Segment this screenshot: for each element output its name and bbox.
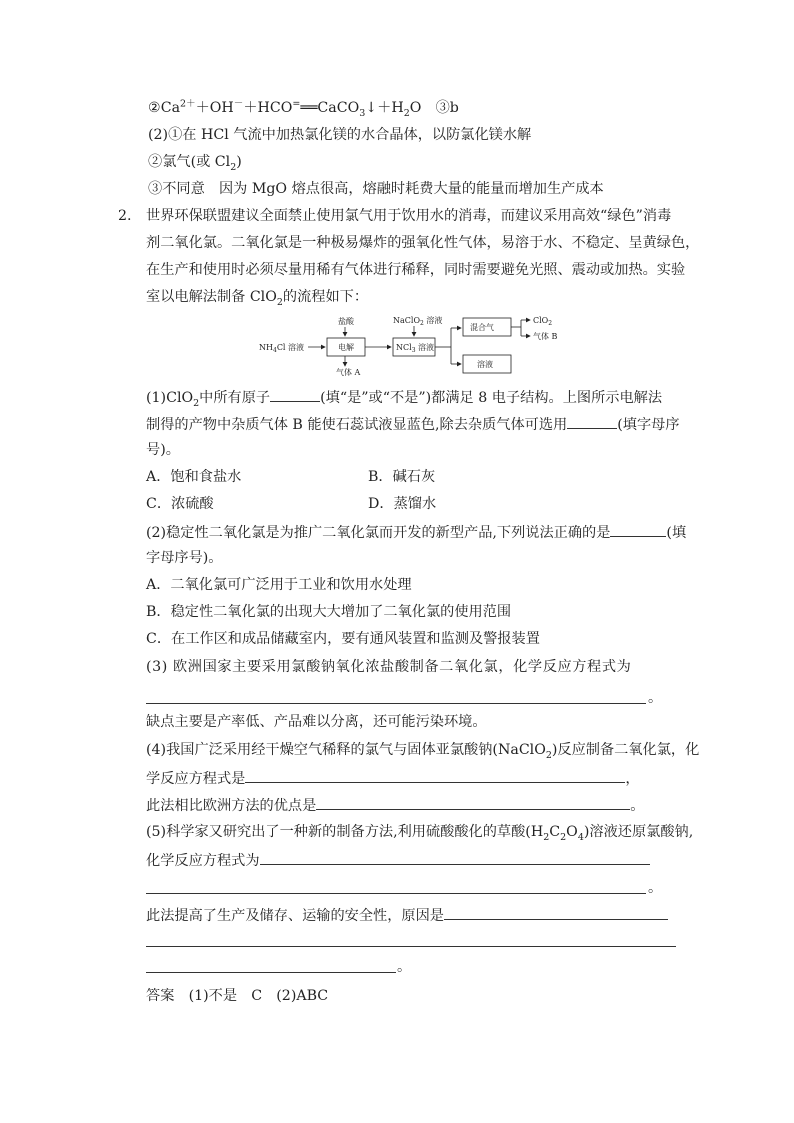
prev-answer-line-4: ③不同意 因为 MgO 熔点很高，熔融时耗费大量的能量而增加生产成本 xyxy=(148,181,604,197)
question-text-line-4: 室以电解法制备 ClO$_2$的流程如下： xyxy=(146,289,369,308)
electrolysis-flow-diagram xyxy=(255,314,600,378)
part3-end-mark: 。 xyxy=(648,690,663,706)
part1-option-b: B．碱石灰 xyxy=(368,469,436,485)
part2-line-1: (2)稳定性二氧化氯是为推广二氧化氯而开发的新型产品,下列说法正确的是 (填 xyxy=(146,521,686,543)
electrolysis-label: 电解 xyxy=(338,343,354,352)
part5-reason-line-3[interactable] xyxy=(146,972,396,973)
solution-label: 溶液 xyxy=(477,360,493,369)
naclo2-label: NaClO$_2$ 溶液 xyxy=(393,316,443,327)
part2-option-a: A．二氧化氯可广泛用于工业和饮用水处理 xyxy=(146,577,412,593)
part5-equation-line-2[interactable] xyxy=(146,893,646,894)
question-text-line-3: 在生产和使用时必须尽量用稀有气体进行稀释，同时需要避免光照、震动或加热。实验 xyxy=(146,262,686,278)
part2-line-2: 字母序号)。 xyxy=(146,550,223,566)
part4-line-3: 此法相比欧洲方法的优点是 。 xyxy=(146,794,644,816)
ncl3-label: NCl$_3$ 溶液 xyxy=(396,343,435,354)
part2-option-b: B．稳定性二氧化氯的出现大大增加了二氧化氯的使用范围 xyxy=(146,604,512,620)
part4-advantage-blank[interactable] xyxy=(316,794,630,810)
part2-blank[interactable] xyxy=(610,521,666,537)
clo2-label: ClO$_2$ xyxy=(533,316,553,327)
part1-line-2: 制得的产物中杂质气体 B 能使石蕊试液显蓝色,除去杂质气体可选用 (填字母序 xyxy=(146,413,680,435)
part4-equation-blank[interactable] xyxy=(245,767,625,783)
prev-answer-line-3: ②氯气(或 $Cl_2$) xyxy=(148,154,242,173)
part5-line-2: 化学反应方程式为 xyxy=(146,849,650,871)
answer-line: 答案 (1)不是 C (2)ABC xyxy=(146,988,329,1004)
hcl-label: 盐酸 xyxy=(338,317,354,326)
part1-line-1: (1)ClO$_2$中所有原子 (填“是”或“不是”)都满足 8 电子结构。上图所示电解法 xyxy=(146,386,662,408)
part1-blank-1[interactable] xyxy=(270,386,320,402)
part3-line-1: (3) 欧洲国家主要采用氯酸钠氧化浓盐酸制备二氧化氯，化学反应方程式为 xyxy=(146,659,632,675)
part1-line-3: 号)。 xyxy=(146,442,180,458)
nh4cl-label: $NH_4Cl$ 溶液 xyxy=(259,343,305,354)
part1-option-c: C．浓硫酸 xyxy=(146,496,214,512)
part4-line-1: (4)我国广泛采用经干燥空气稀释的氯气与固体亚氯酸钠(NaClO$_2$)反应制备二氧化氯，化 xyxy=(146,742,700,761)
question-text-line-2: 剂二氧化氯。二氧化氯是一种极易爆炸的强氧化性气体，易溶于水、不稳定、呈黄绿色， xyxy=(146,235,700,251)
prev-answer-line-2: (2)①在 HCl 气流中加热氯化镁的水合晶体，以防氯化镁水解 xyxy=(148,127,532,143)
mixed-gas-label: 混合气 xyxy=(470,323,494,332)
part3-answer-line[interactable] xyxy=(146,703,646,704)
gas-a-label: 气体 A xyxy=(336,368,361,377)
gas-b-label: 气体 B xyxy=(533,332,558,341)
part5-equation-end: 。 xyxy=(648,880,663,896)
part1-option-d: D．蒸馏水 xyxy=(368,496,437,512)
part5-reason-end: 。 xyxy=(397,959,412,975)
prev-answer-line-1: $②Ca^{2+}+OH^-+HCO^=══CaCO_3↓+H_2O$ ③b xyxy=(148,98,459,119)
part2-option-c: C．在工作区和成品储藏室内，要有通风装置和监测及警报装置 xyxy=(146,631,540,647)
question-number: 2. xyxy=(118,208,132,224)
part1-option-a: A．饱和食盐水 xyxy=(146,469,242,485)
part3-line-3: 缺点主要是产率低、产品难以分离，还可能污染环境。 xyxy=(146,714,487,730)
part4-line-2: 学反应方程式是 ， xyxy=(146,767,640,789)
part1-blank-2[interactable] xyxy=(567,413,617,429)
part5-reason-line-2[interactable] xyxy=(146,946,676,947)
question-text-line-1: 世界环保联盟建议全面禁止使用氯气用于饮用水的消毒，而建议采用高效“绿色”消毒 xyxy=(146,208,672,224)
part5-reason-blank[interactable] xyxy=(444,904,668,920)
part5-equation-blank[interactable] xyxy=(260,849,650,865)
part5-line-1: (5)科学家又研究出了一种新的制备方法,利用硫酸酸化的草酸$(H_2C_2O_4)$溶液还原氯酸钠, xyxy=(146,824,694,843)
part5-line-4: 此法提高了生产及储存、运输的安全性，原因是 xyxy=(146,904,668,926)
